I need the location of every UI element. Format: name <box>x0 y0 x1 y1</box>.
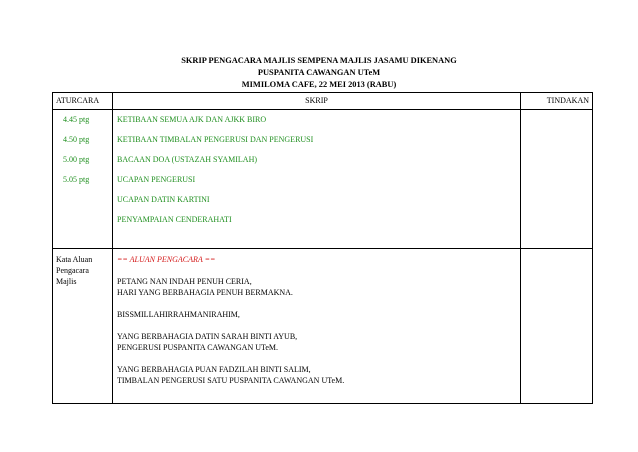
speech-line: PETANG NAN INDAH PENUH CERIA, <box>117 277 252 286</box>
header-tindakan: TINDAKAN <box>521 93 593 110</box>
tindakan-cell <box>521 249 593 404</box>
speech-line: YANG BERBAHAGIA PUAN FADZILAH BINTI SALIM, <box>117 365 311 374</box>
schedule-item: UCAPAN DATIN KARTINI <box>117 195 210 204</box>
title-line-3: MIMILOMA CAFE, 22 MEI 2013 (RABU) <box>241 80 397 89</box>
script-table <box>52 92 593 404</box>
schedule-item: UCAPAN PENGERUSI <box>117 175 196 184</box>
speech-label-line: Pengacara <box>56 266 89 275</box>
schedule-time: 5.00 ptg <box>63 155 90 164</box>
table-header-row <box>53 93 593 110</box>
schedule-time: 5.05 ptg <box>63 175 90 184</box>
speech-line: TIMBALAN PENGERUSI SATU PUSPANITA CAWANGAN UTeM. <box>117 376 345 385</box>
speech-label-cell <box>53 249 113 404</box>
speech-label-line: Kata Aluan <box>56 255 93 264</box>
speech-heading: == ALUAN PENGACARA == <box>117 255 216 264</box>
speech-text-cell <box>113 249 521 404</box>
schedule-items-cell <box>113 110 521 249</box>
title-line-2: PUSPANITA CAWANGAN UTeM <box>257 68 381 77</box>
tindakan-cell <box>521 110 593 249</box>
speech-line: YANG BERBAHAGIA DATIN SARAH BINTI AYUB, <box>117 332 298 341</box>
schedule-item: BACAAN DOA (USTAZAH SYAMILAH) <box>117 155 258 164</box>
table-row <box>53 110 593 249</box>
schedule-item: KETIBAAN SEMUA AJK DAN AJKK BIRO <box>117 115 267 124</box>
speech-line: BISSMILLAHIRRAHMANIRAHIM, <box>117 310 240 319</box>
schedule-item: PENYAMPAIAN CENDERAHATI <box>117 215 232 224</box>
schedule-times-cell <box>53 110 113 249</box>
schedule-time: 4.45 ptg <box>63 115 90 124</box>
header-aturcara: ATURCARA <box>53 93 113 110</box>
schedule-item: KETIBAAN TIMBALAN PENGERUSI DAN PENGERUSI <box>117 135 314 144</box>
speech-label-line: Majlis <box>56 277 77 286</box>
header-skrip: SKRIP <box>113 93 521 110</box>
speech-line: HARI YANG BERBAHAGIA PENUH BERMAKNA. <box>117 288 293 297</box>
document-title <box>0 55 638 91</box>
speech-line: PENGERUSI PUSPANITA CAWANGAN UTeM. <box>117 343 278 352</box>
table-row <box>53 249 593 404</box>
schedule-time: 4.50 ptg <box>63 135 90 144</box>
title-line-1: SKRIP PENGACARA MAJLIS SEMPENA MAJLIS JASAMU DIKENANG <box>181 56 457 65</box>
